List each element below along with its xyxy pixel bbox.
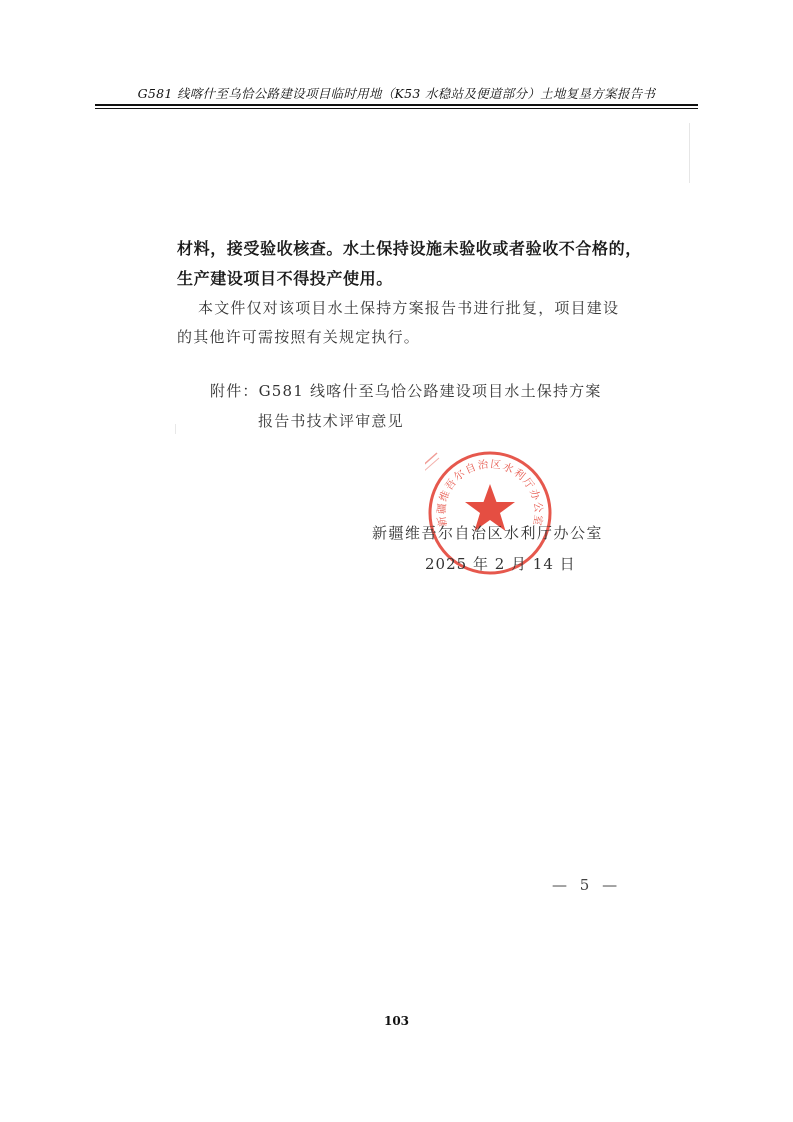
scan-artifact: [689, 123, 690, 183]
header-rule-thin: [95, 108, 698, 109]
seal-text: 新疆维吾尔自治区水利厅办公室: [435, 458, 545, 528]
issue-date: 2025 年 2 月 14 日: [425, 555, 576, 573]
body-line-1: 材料，接受验收核查。水土保持设施未验收或者验收不合格的，: [177, 239, 642, 258]
body-line-2: 生产建设项目不得投产使用。: [177, 269, 393, 288]
body-line-4: 的其他许可需按照有关规定执行。: [177, 328, 421, 346]
folio-number: 103: [383, 1014, 410, 1028]
scan-artifact: [175, 424, 176, 434]
body-line-3: 本文件仅对该项目水土保持方案报告书进行批复，项目建设: [198, 299, 620, 317]
attachment-line-1: 附件：G581 线喀什至乌恰公路建设项目水土保持方案: [210, 382, 602, 400]
running-header: G581 线喀什至乌恰公路建设项目临时用地（K53 水稳站及便道部分）土地复垦方案报告书: [137, 86, 656, 101]
header-rule-thick: [95, 104, 698, 106]
attachment-line-2: 报告书技术评审意见: [258, 412, 404, 430]
issuing-office: 新疆维吾尔自治区水利厅办公室: [372, 524, 604, 542]
page-number: — 5 —: [552, 876, 622, 894]
